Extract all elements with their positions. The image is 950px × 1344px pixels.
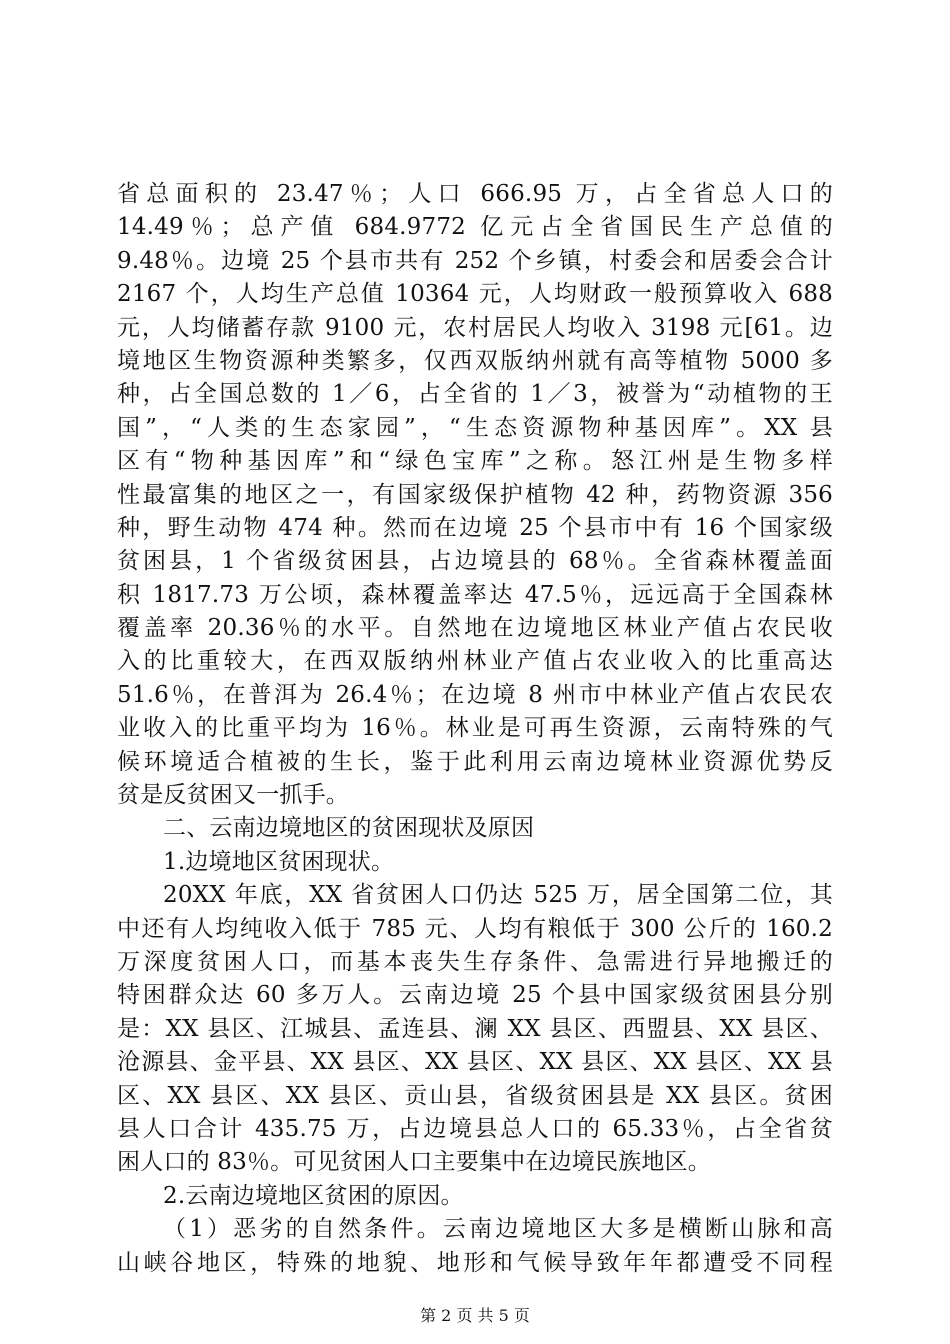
text-line: 省总面积的 23.47％；人口 666.95 万，占全省总人口的 [117,181,833,207]
text-line: 种，占全国总数的 1／6，占全省的 1／3，被誉为“动植物的王 [117,381,833,408]
text-line: 性最富集的地区之一，有国家级保护植物 42 种，药物资源 356 [117,481,833,508]
text-line: 覆盖率 20.36％的水平。自然地在边境地区林业产值占农民收 [117,615,833,642]
text-line: 山峡谷地区，特殊的地貌、地形和气候导致年年都遭受不同程 [117,1249,833,1276]
text-line: 万深度贫困人口，而基本丧失生存条件、急需进行异地搬迁的 [117,948,833,975]
text-line: 积 1817.73 万公顷，森林覆盖率达 47.5％，远远高于全国森林 [117,581,833,608]
text-line: 中还有人均纯收入低于 785 元、人均有粮低于 300 公斤的 160.2 [117,915,833,942]
text-line: 县人口合计 435.75 万，占边境县总人口的 65.33％，占全省贫 [117,1115,833,1142]
text-line: 特困群众达 60 多万人。云南边境 25 个县中国家级贫困县分别 [117,982,833,1009]
text-line: 沧源县、金平县、XX 县区、XX 县区、XX 县区、XX 县区、XX 县 [117,1049,833,1076]
text-line: 9.48％。边境 25 个县市共有 252 个乡镇，村委会和居委会合计 [117,247,833,274]
text-line: 元，人均储蓄存款 9100 元，农村居民人均收入 3198 元[61。边 [117,314,833,341]
page-number-footer: 第 2 页 共 5 页 [420,1306,530,1325]
text-line: 区、XX 县区、XX 县区、贡山县，省级贫困县是 XX 县区。贫困 [117,1082,833,1109]
text-line: 种，野生动物 474 种。然而在边境 25 个县市中有 16 个国家级 [117,514,833,541]
document-body [117,178,833,1280]
text-line: 业收入的比重平均为 16％。林业是可再生资源，云南特殊的气 [117,715,833,742]
text-line: 2167 个，人均生产总值 10364 元，人均财政一般预算收入 688 [117,281,833,308]
text-line: 区有“物种基因库”和“绿色宝库”之称。怒江州是生物多样 [117,448,833,475]
text-line: 是：XX 县区、江城县、孟连县、澜 XX 县区、西盟县、XX 县区、 [117,1015,833,1042]
text-line: （1）恶劣的自然条件。云南边境地区大多是横断山脉和高 [163,1216,833,1243]
text-line: 境地区生物资源种类繁多，仅西双版纳州就有高等植物 5000 多 [117,347,833,374]
text-line: 20XX 年底，XX 省贫困人口仍达 525 万，居全国第二位，其 [163,882,833,909]
text-line: 贫是反贫困又一抓手。 [117,782,349,809]
text-line: 困人口的 83％。可见贫困人口主要集中在边境民族地区。 [117,1149,711,1176]
text-line: 14.49％；总产值 684.9772 亿元占全省国民生产总值的 [117,214,833,241]
text-line: 贫困县，1 个省级贫困县，占边境县的 68％。全省森林覆盖面 [117,548,833,575]
text-line: 候环境适合植被的生长，鉴于此利用云南边境林业资源优势反 [117,748,833,775]
text-line: 入的比重较大，在西双版纳州林业产值占农业收入的比重高达 [117,648,833,675]
text-line: 2.云南边境地区贫困的原因。 [163,1182,464,1209]
text-line: 51.6％，在普洱为 26.4％；在边境 8 州市中林业产值占农民农 [117,681,833,708]
text-line: 国”，“人类的生态家园”，“生态资源物种基因库”。XX 县 [117,414,833,441]
text-line: 二、云南边境地区的贫困现状及原因 [163,815,535,842]
text-line: 1.边境地区贫困现状。 [163,848,395,875]
